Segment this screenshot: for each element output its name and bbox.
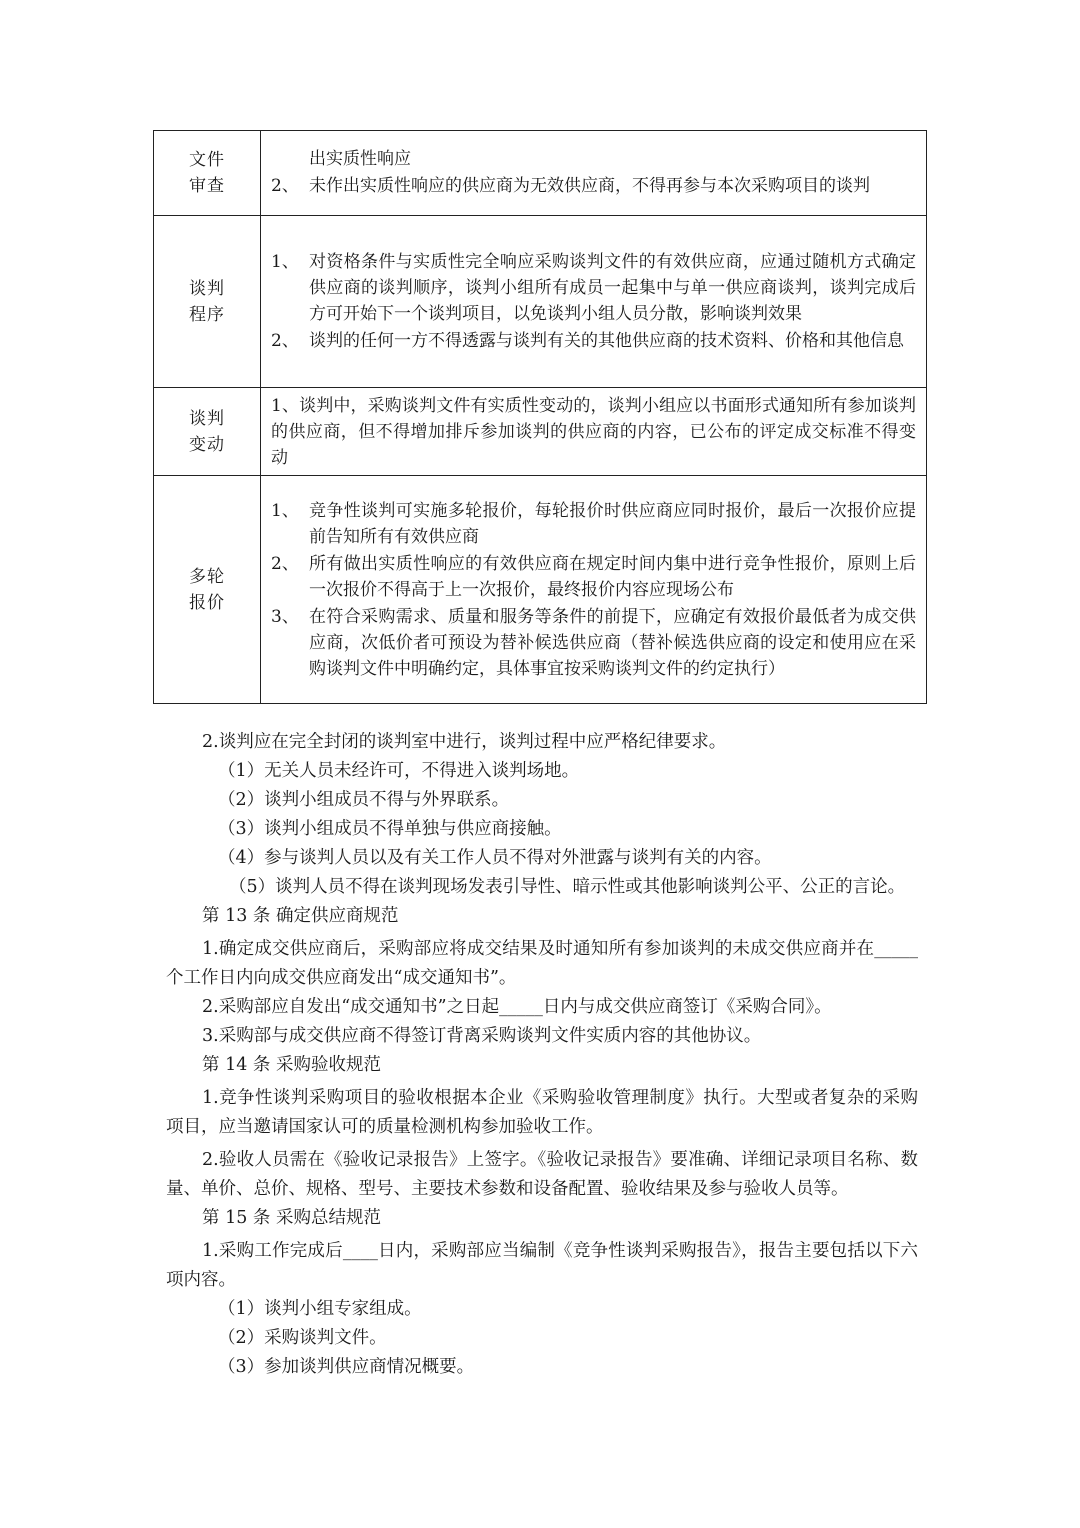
row-label-file-review [154,131,261,216]
item-text: 对资格条件与实质性完全响应采购谈判文件的有效供应商，应通过随机方式确定供应商的谈判顺序，谈判小组所有成员一起集中与单一供应商谈判，谈判完成后方可开始下一个谈判项目，以免谈判小组人员分散，影响谈判效果 [309,252,916,324]
row-label-line: 多轮 [189,566,225,587]
row-content [261,476,927,704]
table-row [154,216,927,388]
row-text: 1、谈判中，采购谈判文件有实质性变动的，谈判小组应以书面形式通知所有参加谈判的供应商，但不得增加排斥参加谈判的供应商的内容，已公布的评定成交标准不得变动 [271,395,916,468]
rule-item: （5）谈判人员不得在谈判现场发表引导性、暗示性或其他影响谈判公平、公正的言论。 [229,877,906,897]
article-13-paragraph: 1.确定成交供应商后，采购部应将成交结果及时通知所有参加谈判的未成交供应商并在_____个工作日内向成交供应商发出“成交通知书”。 [166,939,918,988]
rule-item: （2）谈判小组成员不得与外界联系。 [218,790,510,810]
article-13-paragraph: 3.采购部与成交供应商不得签订背离采购谈判文件实质内容的其他协议。 [202,1026,762,1046]
item-number: 2、 [271,175,299,196]
row-content [261,388,927,476]
article-13-title: 第 13 条 确定供应商规范 [202,906,399,926]
item-number: 1、 [271,252,299,272]
article-15-paragraph: 1.采购工作完成后____日内，采购部应当编制《竞争性谈判采购报告》，报告主要包括以下六项内容。 [166,1241,918,1290]
article-13-paragraph: 2.采购部应自发出“成交通知书”之日起_____日内与成交供应商签订《采购合同》。 [202,997,832,1017]
item-text: 谈判的任何一方不得透露与谈判有关的其他供应商的技术资料、价格和其他信息 [309,331,904,351]
item-text: 所有做出实质性响应的有效供应商在规定时间内集中进行竞争性报价，原则上后一次报价不得高于上一次报价，最终报价内容应现场公布 [309,553,916,600]
list-item [271,551,916,603]
item-number: 1、 [271,500,299,521]
item-text: 在符合采购需求、质量和服务等条件的前提下，应确定有效报价最低者为成交供应商，次低价者可预设为替补候选供应商（替补候选供应商的设定和使用应在采购谈判文件中明确约定，具体事宜按采购谈判文件的约定执行） [309,606,916,679]
item-number: 3、 [271,606,299,627]
document-body [166,728,918,1382]
report-item: （1）谈判小组专家组成。 [218,1299,422,1319]
article-14-paragraph: 1.竞争性谈判采购项目的验收根据本企业《采购验收管理制度》执行。大型或者复杂的采购项目，应当邀请国家认可的质量检测机构参加验收工作。 [166,1088,918,1137]
row-content [261,131,927,216]
row-label-line: 谈判 [189,278,225,299]
list-item [271,328,916,354]
list-item [271,604,916,682]
list-item [271,249,916,327]
paragraph-negotiation-room: 2.谈判应在完全封闭的谈判室中进行，谈判过程中应严格纪律要求。 [202,732,727,752]
item-number: 2、 [271,331,299,351]
negotiation-rules-table [153,130,927,704]
table-row [154,131,927,216]
report-item: （2）采购谈判文件。 [218,1328,387,1348]
list-item [271,173,916,199]
continued-text: 出实质性响应 [309,148,411,169]
row-label-line: 审查 [189,176,225,196]
row-label-line: 变动 [189,434,225,455]
row-label-multi-round-quote [154,476,261,704]
row-label-line: 报价 [189,592,225,613]
row-label-line: 文件 [189,150,225,170]
report-item: （3）参加谈判供应商情况概要。 [218,1357,475,1377]
rule-item: （3）谈判小组成员不得单独与供应商接触。 [218,819,562,839]
row-label-line: 程序 [189,304,225,325]
table-row [154,476,927,704]
article-15-title: 第 15 条 采购总结规范 [202,1208,381,1228]
table-row [154,388,927,476]
row-label-changes [154,388,261,476]
article-14-paragraph: 2.验收人员需在《验收记录报告》上签字。《验收记录报告》要准确、详细记录项目名称、数量、单价、总价、规格、型号、主要技术参数和设备配置、验收结果及参与验收人员等。 [166,1150,918,1199]
list-item [271,498,916,550]
row-label-procedure [154,216,261,388]
item-text: 未作出实质性响应的供应商为无效供应商，不得再参与本次采购项目的谈判 [309,175,870,196]
rule-item: （4）参与谈判人员以及有关工作人员不得对外泄露与谈判有关的内容。 [218,848,772,868]
rule-item: （1）无关人员未经许可，不得进入谈判场地。 [218,761,580,781]
row-label-line: 谈判 [189,408,225,429]
article-14-title: 第 14 条 采购验收规范 [202,1055,381,1075]
item-number: 2、 [271,553,299,574]
item-text: 竞争性谈判可实施多轮报价，每轮报价时供应商应同时报价，最后一次报价应提前告知所有有效供应商 [309,500,916,547]
row-content [261,216,927,388]
